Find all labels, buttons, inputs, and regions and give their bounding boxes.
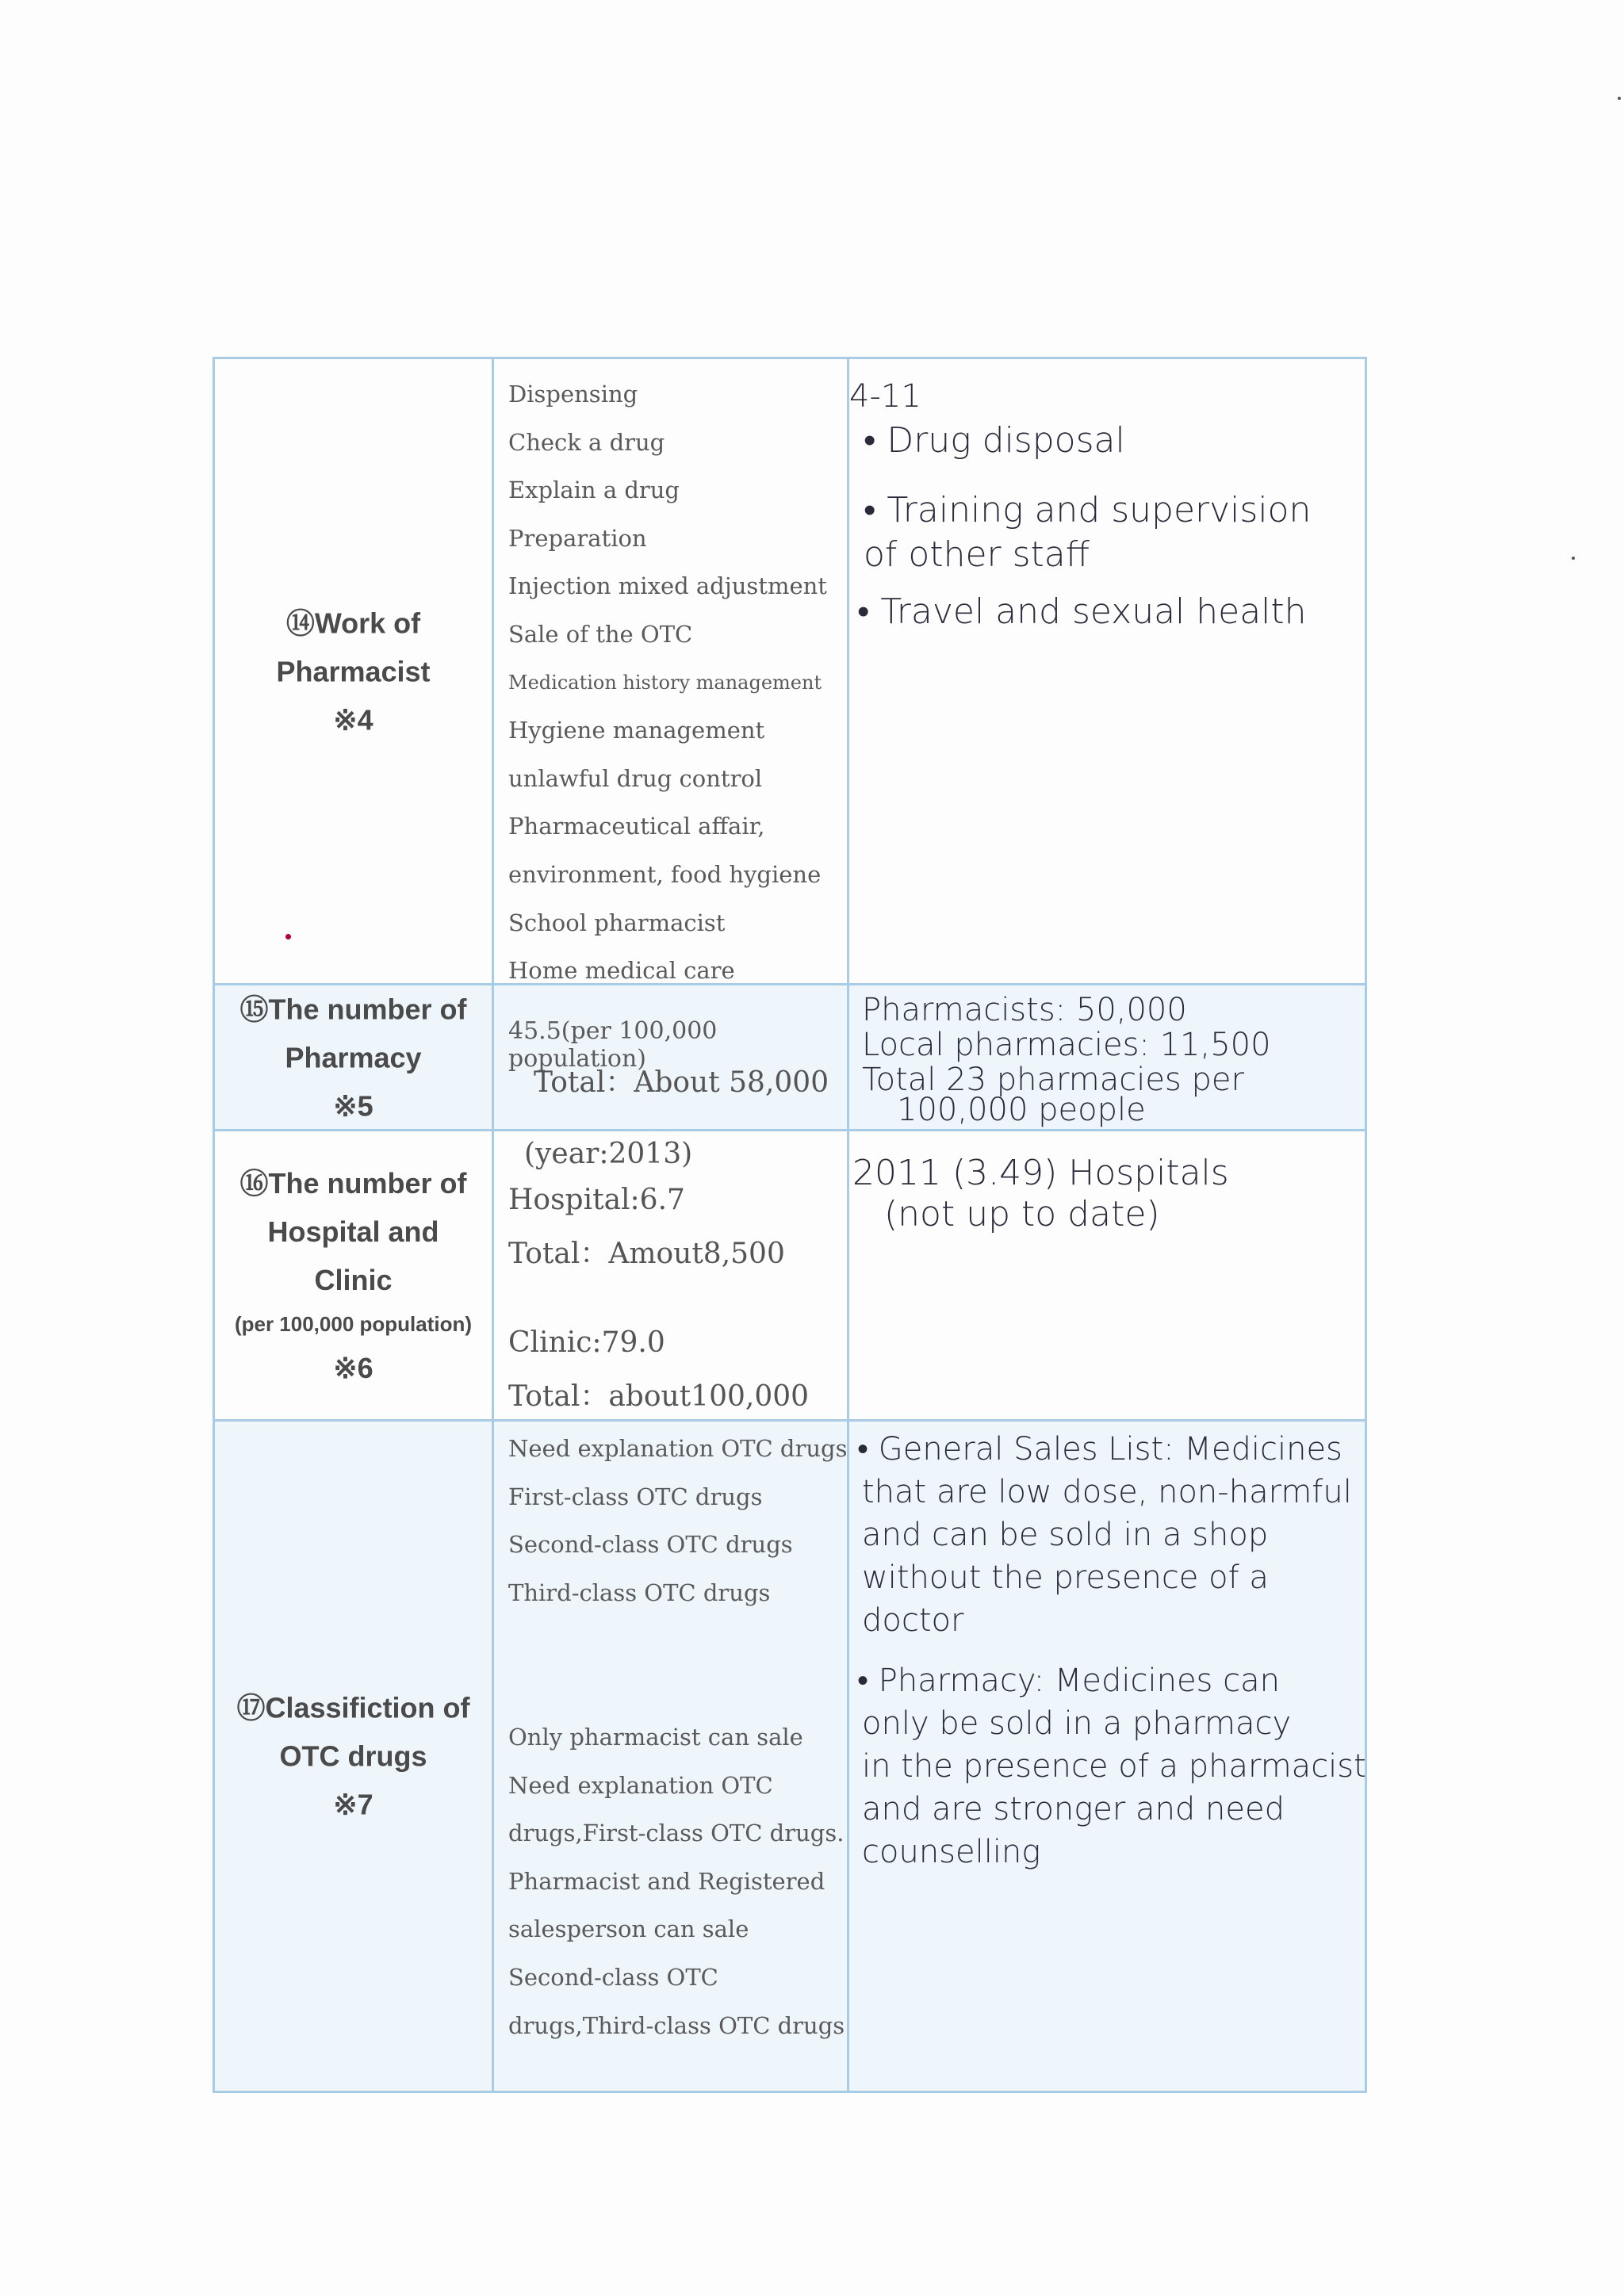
hospital-rate: Hospital:6.7	[508, 1184, 685, 1216]
list-item: Home medical care	[508, 957, 735, 985]
row-classification-otc	[215, 1422, 1365, 2091]
handwritten-line: 100,000 people	[897, 1092, 1146, 1128]
handwritten-line: • Drug disposal	[864, 420, 1125, 461]
row16-values-cell	[494, 1131, 849, 1419]
handwritten-line: Total 23 pharmacies per	[862, 1062, 1244, 1098]
row-number-of-hospital-clinic	[215, 1131, 1365, 1422]
handwritten-line: • Training and supervision	[864, 490, 1312, 530]
list-item: Preparation	[508, 524, 647, 552]
row14-label	[215, 599, 492, 744]
row17-label-note: ※7	[333, 1788, 373, 1821]
row16-label	[215, 1159, 492, 1392]
row16-label-line: Hospital and	[267, 1215, 439, 1248]
handwritten-line: and are stronger and need	[862, 1791, 1285, 1827]
hospital-total: Total：Amout8,500	[508, 1238, 785, 1270]
list-item: Need explanation OTC drugs	[508, 1435, 848, 1462]
row14-label-line: Pharmacist	[276, 655, 431, 687]
handwritten-line: doctor	[862, 1602, 964, 1639]
handwritten-line: Local pharmacies: 11,500	[862, 1027, 1271, 1063]
handwritten-line: • General Sales List: Medicines	[857, 1431, 1342, 1468]
handwritten-line: of other staff	[864, 534, 1090, 575]
list-item: drugs,Third-class OTC drugs	[508, 2011, 845, 2039]
list-item: Hygiene management	[508, 717, 765, 744]
list-item: Third-class OTC drugs	[508, 1578, 771, 1606]
hospital-year: (year:2013)	[524, 1138, 693, 1170]
row16-label-line: Clinic	[314, 1263, 393, 1296]
list-item: Explain a drug	[508, 476, 680, 504]
list-item: Check a drug	[508, 428, 665, 456]
list-item: Injection mixed adjustment	[508, 572, 827, 600]
scan-speck	[1572, 557, 1575, 560]
row16-label-subtitle: (per 100,000 population)	[234, 1311, 473, 1336]
row15-handwritten-cell	[849, 985, 1365, 1129]
list-item: Pharmaceutical affair,	[508, 813, 765, 840]
row14-label-note: ※4	[333, 703, 373, 736]
handwritten-line: • Travel and sexual health	[857, 591, 1307, 632]
list-item: Pharmacist and Registered	[508, 1867, 825, 1895]
handwritten-line: and can be sold in a shop	[862, 1517, 1269, 1553]
handwritten-line: without the presence of a	[862, 1559, 1269, 1596]
handwritten-line: (not up to date)	[884, 1194, 1160, 1234]
handwritten-line: Pharmacists: 50,000	[862, 992, 1187, 1028]
row17-label-line: ⑰Classifiction of	[236, 1691, 470, 1724]
pharmacy-per-population: 45.5(per 100,000 population)	[508, 1017, 718, 1073]
list-item: Need explanation OTC	[508, 1771, 773, 1799]
ink-dot	[285, 934, 291, 939]
row15-label-note: ※5	[333, 1089, 373, 1122]
row17-handwritten-cell	[849, 1422, 1365, 2091]
handwritten-ref: 4-11	[849, 378, 921, 415]
handwritten-line: • Pharmacy: Medicines can	[857, 1663, 1280, 1699]
handwritten-line: 2011 (3.49) Hospitals	[852, 1153, 1229, 1193]
row14-items-cell	[494, 359, 849, 983]
list-item: First-class OTC drugs	[508, 1483, 763, 1510]
list-item: drugs,First-class OTC drugs.	[508, 1820, 845, 1847]
list-item: School pharmacist	[508, 909, 726, 936]
row14-label-line: ⑭Work of	[285, 607, 421, 639]
row16-label-note: ※6	[333, 1351, 373, 1384]
row14-handwritten-cell	[849, 359, 1365, 983]
clinic-total: Total：about100,000	[508, 1380, 810, 1413]
handwritten-line: that are low dose, non-harmful	[862, 1474, 1352, 1510]
row17-items-cell	[494, 1422, 849, 2091]
row16-label-cell	[215, 1131, 494, 1419]
row-work-of-pharmacist	[215, 359, 1365, 985]
clinic-rate: Clinic:79.0	[508, 1326, 665, 1359]
row15-label	[215, 985, 492, 1130]
list-item: Dispensing	[508, 381, 638, 408]
document-table	[213, 357, 1367, 2093]
list-item: Medication history management	[508, 671, 822, 694]
list-item: Second-class OTC	[508, 1963, 718, 1991]
list-item: unlawful drug control	[508, 764, 763, 792]
row15-values-cell	[494, 985, 849, 1129]
row16-handwritten-cell	[849, 1131, 1365, 1419]
list-item: Only pharmacist can sale	[508, 1724, 803, 1751]
row17-label-line: OTC drugs	[279, 1739, 427, 1773]
row15-label-line: Pharmacy	[285, 1041, 422, 1073]
row15-label-cell	[215, 985, 494, 1129]
row15-label-line: ⑮The number of	[239, 993, 467, 1025]
scan-speck	[1618, 97, 1621, 100]
row14-label-cell	[215, 359, 494, 983]
list-item: Sale of the OTC	[508, 620, 693, 648]
row16-label-line: ⑯The number of	[239, 1166, 467, 1200]
list-item: Second-class OTC drugs	[508, 1531, 793, 1559]
handwritten-line: only be sold in a pharmacy	[862, 1705, 1292, 1742]
row17-label	[215, 1684, 492, 1829]
list-item: salesperson can sale	[508, 1915, 749, 1943]
handwritten-line: counselling	[862, 1834, 1041, 1870]
row-number-of-pharmacy	[215, 985, 1365, 1131]
list-item: environment, food hygiene	[508, 860, 822, 888]
row17-label-cell	[215, 1422, 494, 2091]
handwritten-line: in the presence of a pharmacist	[862, 1748, 1366, 1785]
pharmacy-total: Total：About 58,000	[534, 1066, 829, 1099]
